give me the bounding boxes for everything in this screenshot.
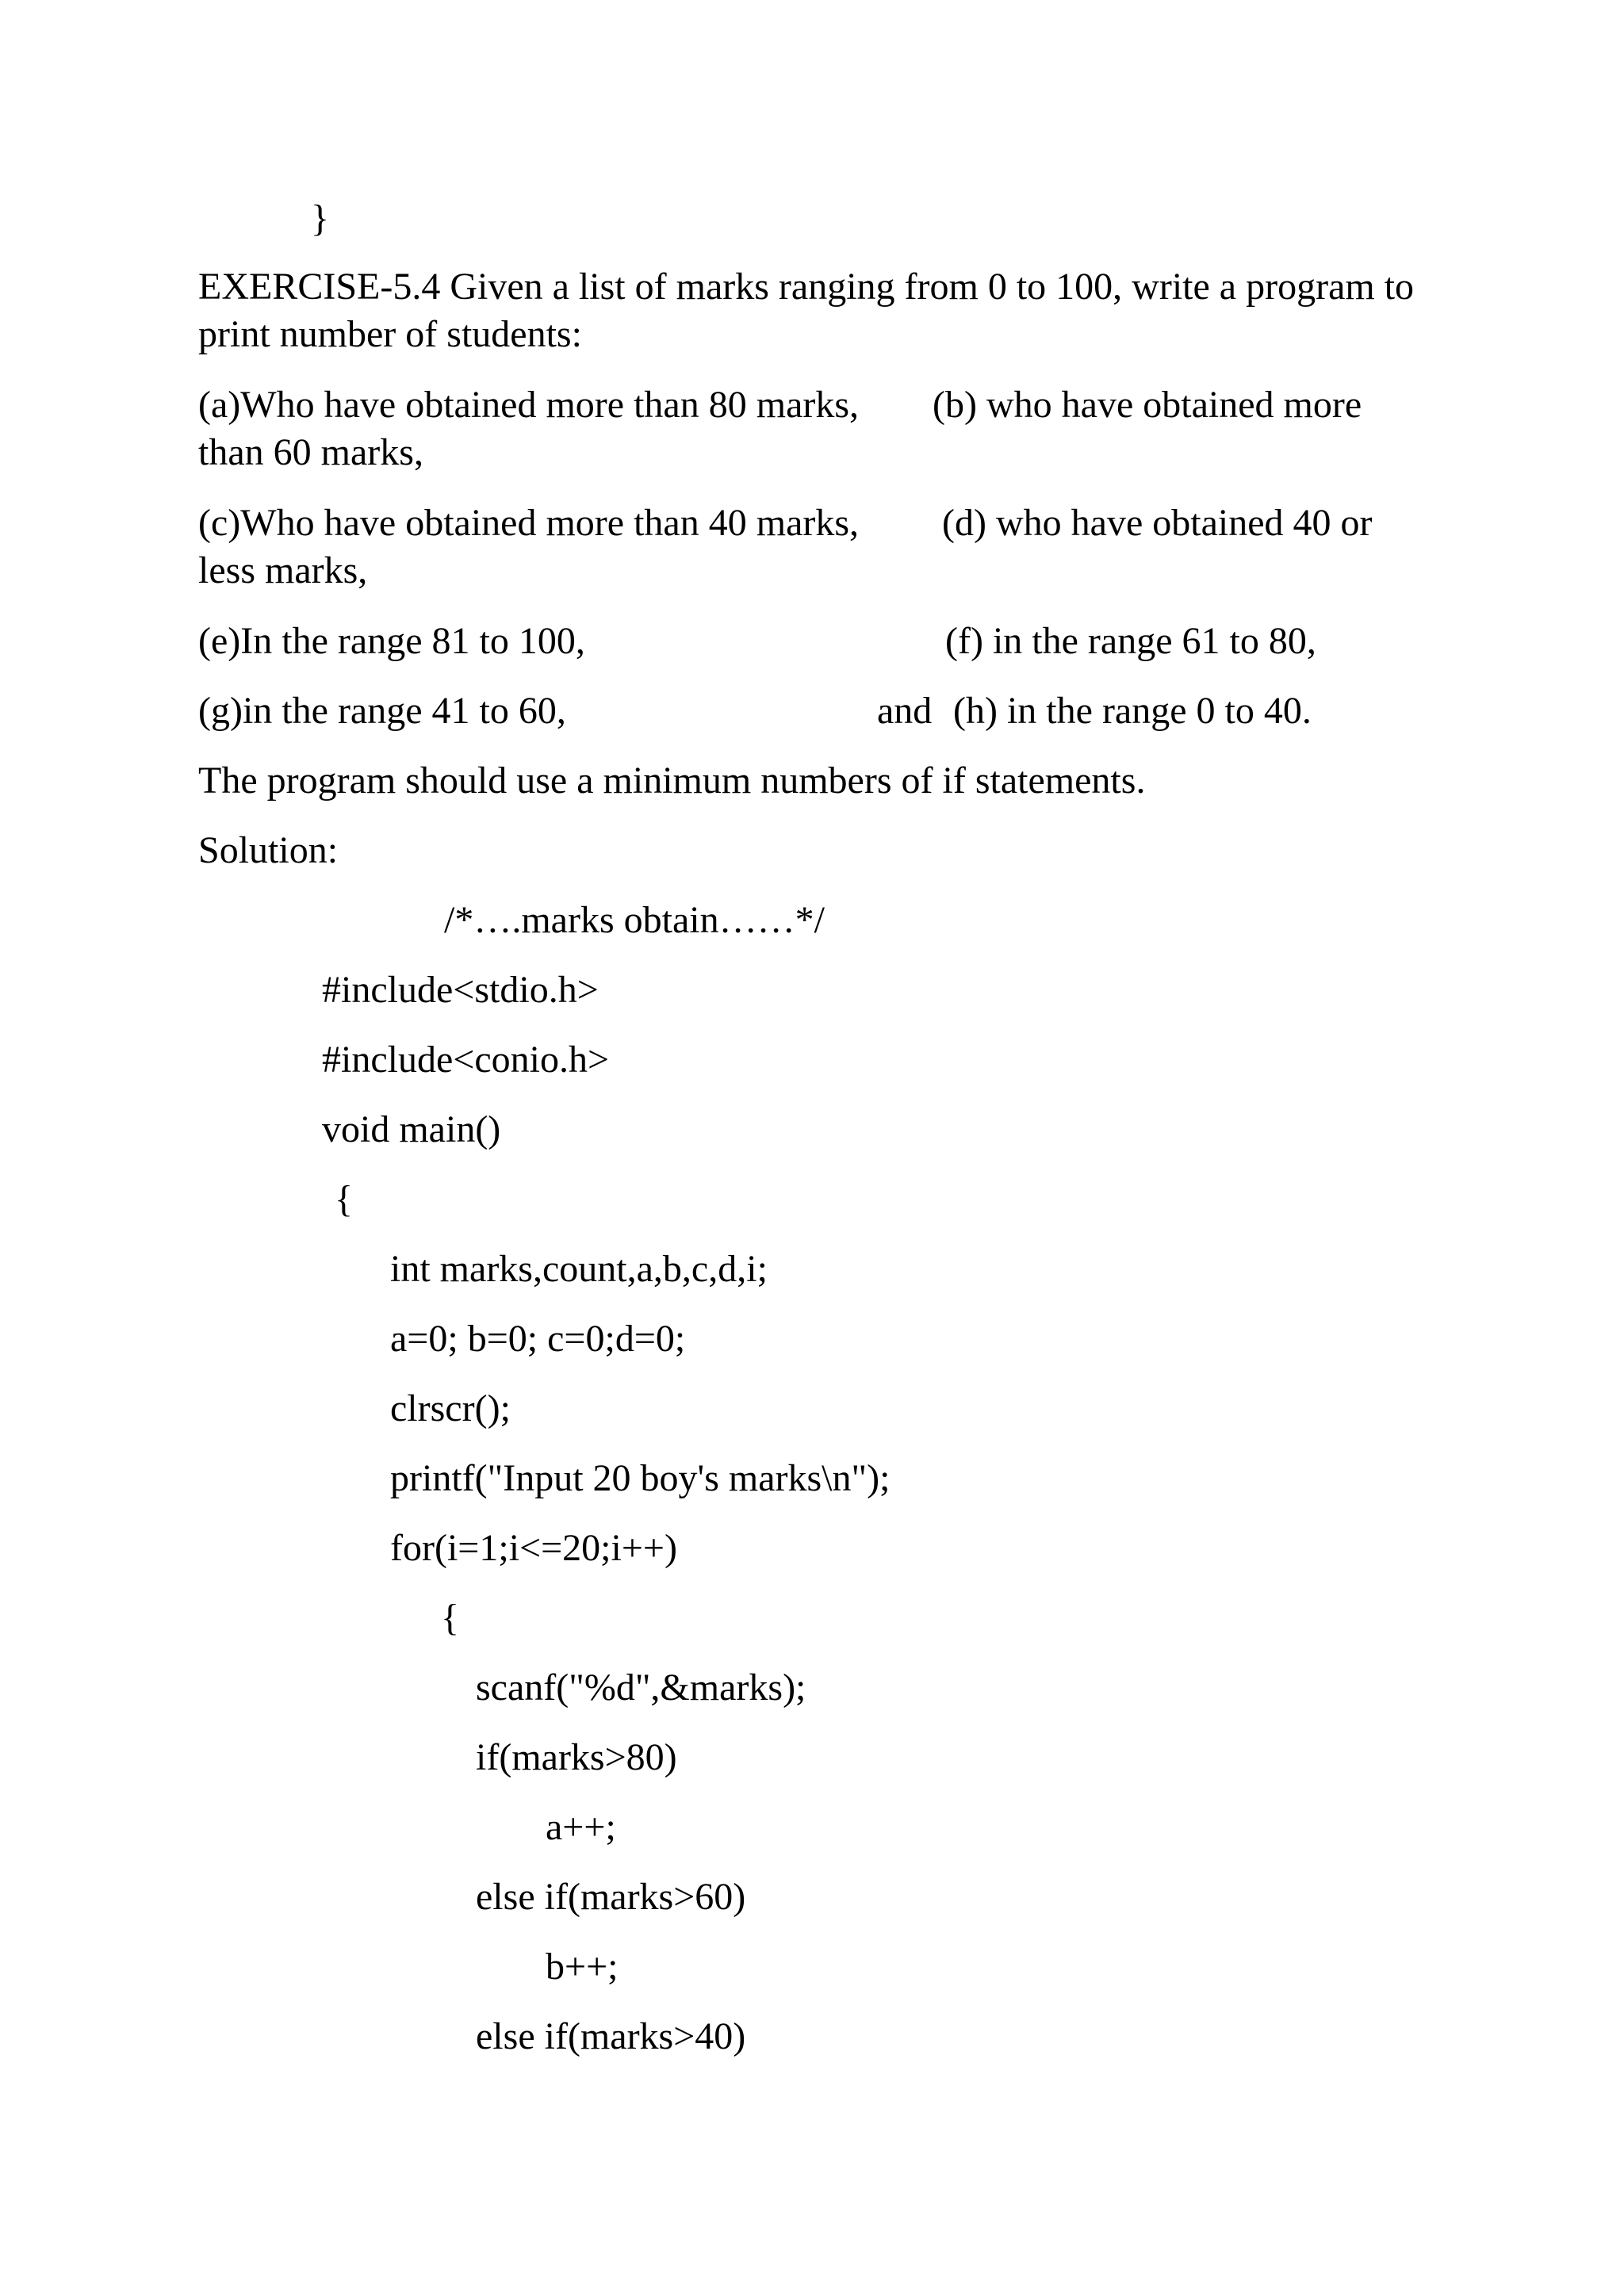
code-for-loop: for(i=1;i<=20;i++)	[390, 1527, 677, 1569]
code-else-if-40: else if(marks>40)	[476, 2015, 746, 2057]
code-include-conio: #include<conio.h>	[322, 1039, 610, 1081]
code-scanf: scanf("%d",&marks);	[476, 1667, 806, 1709]
exercise-heading: EXERCISE-5.4 Given a list of marks ranging from 0 to 100, write a program to	[198, 266, 1415, 308]
and-word: and	[877, 690, 933, 732]
exercise-heading-continued: print number of students:	[198, 313, 582, 355]
item-e: (e)In the range 81 to 100,	[198, 620, 585, 662]
code-declarations: int marks,count,a,b,c,d,i;	[390, 1248, 768, 1290]
code-increment-b: b++;	[546, 1946, 619, 1988]
code-include-stdio: #include<stdio.h>	[322, 969, 599, 1011]
code-loop-open-brace: {	[441, 1597, 460, 1639]
item-h: (h) in the range 0 to 40.	[953, 690, 1312, 732]
code-open-brace: {	[335, 1178, 354, 1220]
instruction-text: The program should use a minimum numbers of if statements.	[198, 760, 1146, 802]
item-d-continued: less marks,	[198, 549, 368, 591]
code-else-if-60: else if(marks>60)	[476, 1876, 746, 1918]
code-printf: printf("Input 20 boy's marks\n");	[390, 1457, 891, 1499]
item-d: (d) who have obtained 40 or	[942, 502, 1373, 544]
item-f: (f) in the range 61 to 80,	[945, 620, 1316, 662]
item-b-continued: than 60 marks,	[198, 431, 423, 473]
code-clrscr: clrscr();	[390, 1387, 511, 1429]
code-if-80: if(marks>80)	[476, 1736, 677, 1778]
item-g: (g)in the range 41 to 60,	[198, 690, 566, 732]
item-a: (a)Who have obtained more than 80 marks,	[198, 384, 860, 426]
code-increment-a: a++;	[546, 1806, 616, 1848]
item-b: (b) who have obtained more	[933, 384, 1362, 426]
solution-label: Solution:	[198, 829, 339, 871]
closing-brace: }	[311, 197, 330, 239]
item-c: (c)Who have obtained more than 40 marks,	[198, 502, 860, 544]
code-main-signature: void main()	[322, 1108, 501, 1150]
code-initialization: a=0; b=0; c=0;d=0;	[390, 1318, 686, 1360]
code-comment: /*….marks obtain……*/	[444, 899, 825, 941]
